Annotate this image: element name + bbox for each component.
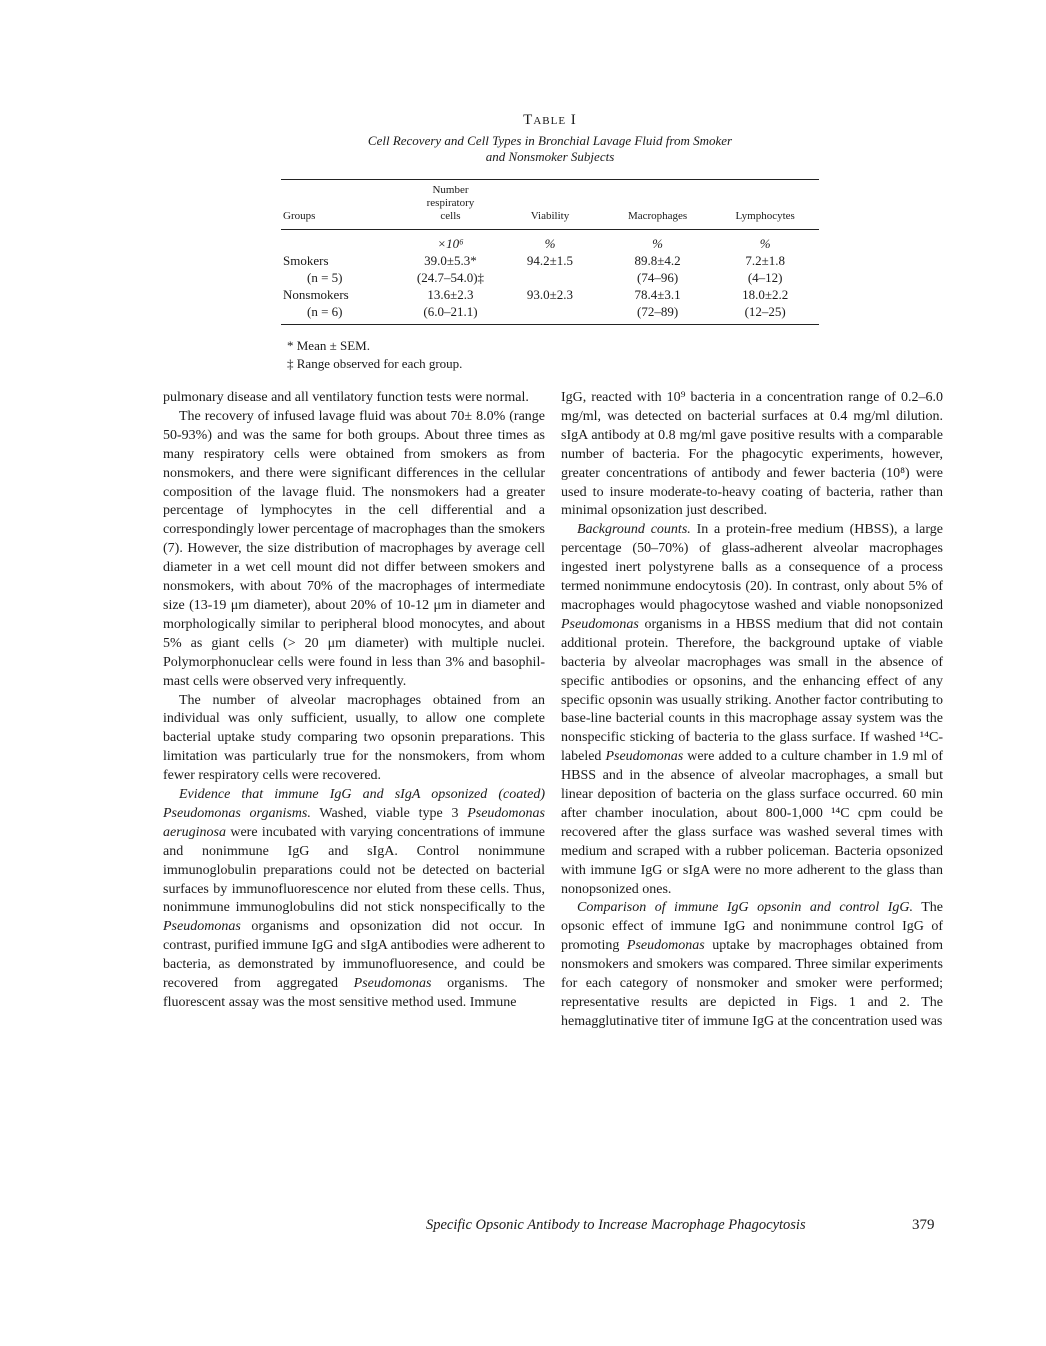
cells-cell: (24.7–54.0)‡ (416, 270, 485, 285)
table-subtitle (281, 133, 819, 165)
table-1 (281, 112, 819, 373)
right-column (561, 389, 943, 1032)
header-number-line3: cells (440, 210, 461, 222)
page-number: 379 (912, 1217, 935, 1233)
paragraph: The number of alveolar macrophages obtained from an individual was only sufficient, usually, to allow one complete bacterial uptake study comparing two opsonin preparations. This limitation was particularly true for the nonsmokers, from whom fewer respiratory cells were recovered. (163, 692, 545, 784)
viability-cell (496, 269, 604, 286)
section-heading: Background counts. (577, 522, 691, 538)
left-column (163, 389, 545, 1013)
lymphocytes-cell: (12–25) (711, 303, 819, 325)
lymphocytes-cell: 7.2±1.8 (745, 253, 785, 268)
unit-viability: % (544, 236, 556, 251)
group-cell: Smokers (283, 253, 329, 268)
header-number-line1: Number (432, 184, 469, 196)
data-table (281, 179, 819, 325)
macrophages-cell: 78.4±3.1 (634, 287, 681, 302)
paragraph: Comparison of immune IgG opsonin and control IgG. The opsonic effect of immune IgG and nonimmune control IgG of promoting Pseudomonas uptake by macrophages obtained from nonsmokers and smokers was compared. Three similar experiments for each category of nonsmoker and smoker were performed; representative results are depicted in Figs. 1 and 2. The hemagglutinative titer of immune IgG at the concentration used was (561, 900, 943, 1029)
footnote-range: ‡ Range observed for each group. (287, 356, 463, 371)
header-number-cells (405, 180, 496, 230)
unit-cells: ×10⁶ (437, 236, 464, 251)
paragraph: The recovery of infused lavage fluid was about 70± 8.0% (range 50-93%) and was the same for both groups. About three times as many respiratory cells were obtained from smokers as from nonsmokers, and there were significant differences in the cellular composition of the lavage fluid. The nonsmokers had a greater percentage of lymphocytes in the cell differential and a correspondingly lower percentage of macrophages than the smokers (7). However, the size distribution of macrophages by average cell diameter in a wet cell mount did not differ between smokers and nonsmokers, with about 70% of the macrophages of intermediate size (13-19 μm diameter), about 20% of 10-12 μm in diameter and morphologically similar to peripheral blood monocytes, and about 5% as giant cells (> 20 μm diameter) with multiple nuclei. Polymorphonuclear cells were found in less than 3% and basophil-mast cells were observed very infrequently. (163, 408, 545, 689)
viability-cell: 93.0±2.3 (526, 287, 574, 302)
cells-cell: 39.0±5.3* (424, 253, 477, 268)
group-cell: Nonsmokers (283, 287, 349, 302)
header-groups: Groups (281, 180, 405, 230)
cells-cell: 13.6±2.3 (427, 287, 474, 302)
lymphocytes-cell: 18.0±2.2 (742, 287, 789, 302)
units-row (281, 230, 819, 253)
header-number-line2: respiratory (426, 197, 475, 209)
table-subtitle-line2: and Nonsmoker Subjects (485, 149, 615, 164)
cells-cell: (6.0–21.1) (405, 303, 496, 325)
table-caption: Table I (523, 112, 577, 128)
paragraph: Background counts. In a protein-free medium (HBSS), a large percentage (50–70%) of glass-adherent alveolar macrophages ingested inert polystyrene balls as a consequence of a process termed nonimmune endocytosis (20). In contrast, only about 5% of macrophages would phagocytose washed and viable nonopsonized Pseudomonas organisms in a HBSS medium that did not contain additional protein. Therefore, the background uptake of viable bacteria by alveolar macrophages was small in the absence of specific antibodies or opsonins, and the enhancing effect of any specific opsonin was usually striking. Another factor contributing to base-line bacterial counts in this macrophage assay system was the nonspecific sticking of bacteria to the glass surface. If washed ¹⁴C-labeled Pseudomonas were added to a culture chamber in 1.9 ml of HBSS and in the absence of alveolar macrophages, a small but linear deposition of bacteria on the glass surface occurred. 60 min after chamber inoculation, about 800-1,000 ¹⁴C cpm could be recovered after the glass surface was washed several times with medium and scraped with a rubber policeman. Bacteria opsonized with immune IgG or sIgA were no more adherent to the glass than nonopsonized ones. (561, 522, 943, 897)
macrophages-cell: 89.8±4.2 (634, 253, 681, 268)
section-heading: Evidence that immune IgG and sIgA opsonized (coated) Pseudomonas organisms. (163, 787, 545, 821)
header-lymphocytes: Lymphocytes (711, 180, 819, 230)
group-cell: (n = 6) (281, 303, 405, 325)
section-heading: Comparison of immune IgG opsonin and control IgG. (577, 900, 914, 916)
header-macrophages: Macrophages (604, 180, 712, 230)
macrophages-cell: (72–89) (604, 303, 712, 325)
viability-cell: 94.2±1.5 (526, 253, 574, 268)
running-head: Specific Opsonic Antibody to Increase Macrophage Phagocytosis (426, 1217, 806, 1233)
paragraph: Evidence that immune IgG and sIgA opsonized (coated) Pseudomonas organisms. Washed, viable type 3 Pseudomonas aeruginosa were incubated with varying concentrations of immune and nonimmune IgG and sIgA. Control nonimmune immunoglobulin preparations could not be detected on bacterial surfaces by immunofluorescence nor eluted from these cells. Thus, nonimmune immunoglobulins did not stick nonspecifically to the Pseudomonas organisms and opsonization did not occur. In contrast, purified immune IgG and sIgA antibodies were adherent to bacteria, as demonstrated by immunofluoresence, and could be recovered from aggregated Pseudomonas organisms. The fluorescent assay was the most sensitive method used. Immune (163, 787, 546, 1010)
footnote-mean: * Mean ± SEM. (287, 338, 370, 353)
header-viability: Viability (496, 180, 604, 230)
table-row (281, 303, 819, 325)
table-row (281, 269, 819, 286)
viability-cell (496, 303, 604, 325)
lymphocytes-cell: (4–12) (747, 270, 783, 285)
table-row (281, 252, 819, 269)
paragraph: IgG, reacted with 10⁹ bacteria in a concentration range of 0.2–6.0 mg/ml, was detected on bacterial surfaces at 0.4 mg/ml dilution. sIgA antibody at 0.8 mg/ml gave positive results with a comparable number of bacteria. For the phagocytic experiments, however, greater concentrations of antibody and fewer bacteria (10⁸) were used to insure moderate-to-heavy coating of bacteria, rather than minimal opsonization just described. (561, 390, 943, 519)
unit-macrophages: % (652, 236, 663, 251)
table-row (281, 286, 819, 303)
unit-lymphocytes: % (759, 236, 771, 251)
table-footnotes (281, 337, 819, 373)
paragraph: pulmonary disease and all ventilatory function tests were normal. (163, 390, 529, 405)
table-subtitle-line1: Cell Recovery and Cell Types in Bronchial Lavage Fluid from Smoker (367, 133, 733, 148)
macrophages-cell: (74–96) (636, 270, 679, 285)
group-cell: (n = 5) (307, 270, 343, 285)
